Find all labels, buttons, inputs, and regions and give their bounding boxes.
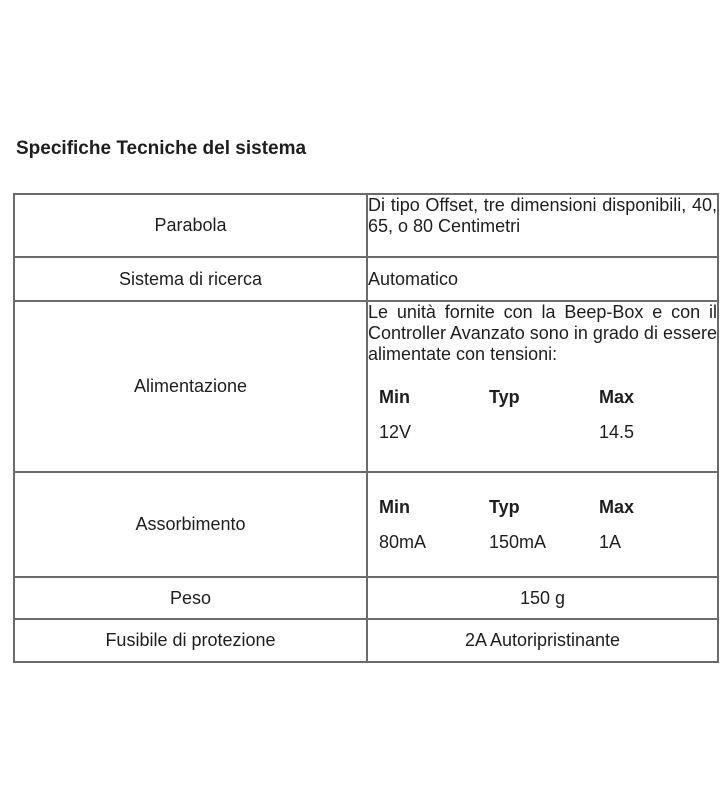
alimentazione-min-value: 12V (379, 422, 412, 442)
alimentazione-col-max: Max (599, 387, 635, 407)
alimentazione-intro-text: Le unità fornite con la Beep-Box e con il Controller Avanzato sono in grado di essere alimentate con tensioni: (368, 302, 717, 364)
alimentazione-minmax-table (379, 387, 717, 443)
page-title: Specifiche Tecniche del sistema (16, 138, 307, 159)
alimentazione-max-value: 14.5 (599, 422, 635, 442)
row-label-fusibile: Fusibile di protezione (14, 619, 367, 662)
row-label-sistema-di-ricerca: Sistema di ricerca (14, 257, 367, 301)
table-row-parabola (14, 194, 718, 257)
table-row-assorbimento (14, 472, 718, 577)
row-label-parabola: Parabola (14, 194, 367, 257)
row-value-alimentazione (367, 301, 718, 472)
row-label-alimentazione: Alimentazione (14, 301, 367, 472)
spec-table (13, 193, 719, 663)
assorbimento-minmax-table (379, 497, 717, 553)
row-value-peso: 150 g (367, 577, 718, 619)
assorbimento-col-max: Max (599, 496, 635, 517)
table-row-sistema-di-ricerca (14, 257, 718, 301)
table-row-alimentazione (14, 301, 718, 472)
row-value-sistema-di-ricerca: Automatico (367, 257, 718, 301)
row-label-assorbimento: Assorbimento (14, 472, 367, 577)
table-row-fusibile (14, 619, 718, 662)
row-value-parabola: Di tipo Offset, tre dimensioni disponibili, 40, 65, o 80 Centimetri (367, 194, 718, 257)
alimentazione-col-min: Min (379, 387, 410, 407)
assorbimento-col-typ: Typ (489, 496, 520, 517)
alimentazione-typ-value (489, 422, 599, 443)
table-row-peso (14, 577, 718, 619)
assorbimento-min-value: 80mA (379, 531, 427, 552)
assorbimento-typ-value: 150mA (489, 531, 547, 552)
assorbimento-col-min: Min (379, 496, 410, 517)
alimentazione-col-typ: Typ (489, 387, 520, 407)
row-label-peso: Peso (14, 577, 367, 619)
assorbimento-max-value: 1A (599, 531, 622, 552)
row-value-assorbimento (367, 472, 718, 577)
row-value-fusibile: 2A Autoripristinante (367, 619, 718, 662)
